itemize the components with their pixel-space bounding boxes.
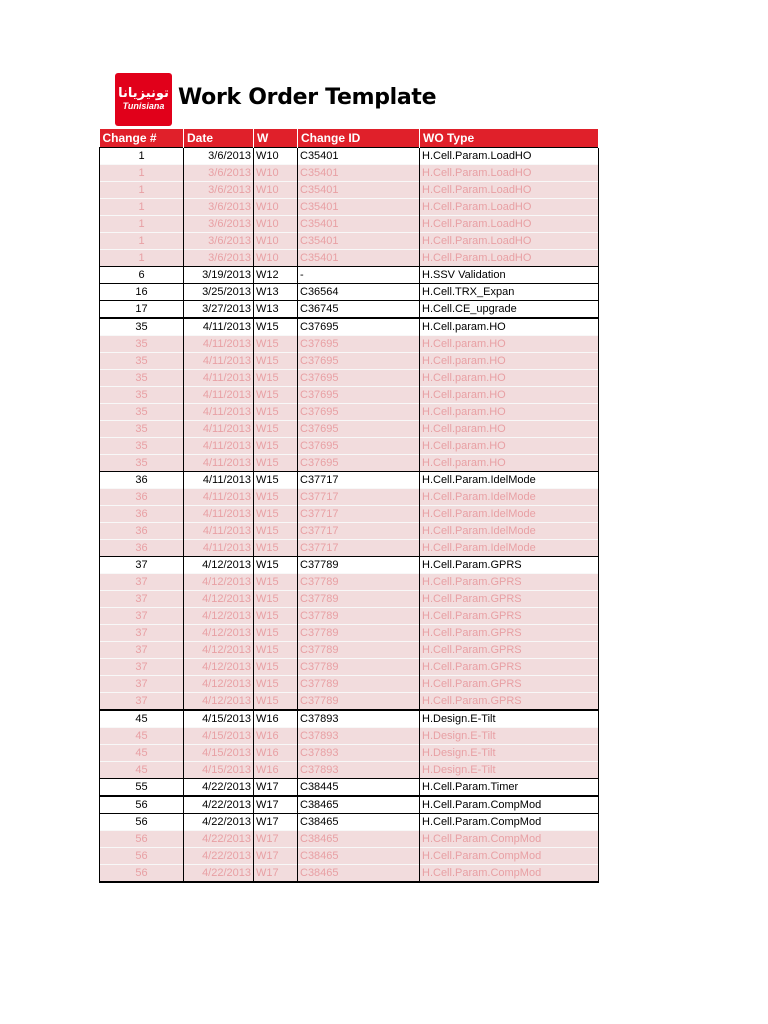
table-row [100, 506, 599, 523]
date-cell[interactable]: 4/12/2013 [184, 676, 254, 693]
change-number-cell[interactable]: 1 [100, 250, 184, 267]
table-row [100, 387, 599, 404]
change-number-cell[interactable]: 37 [100, 591, 184, 608]
table-row [100, 796, 599, 814]
change-number-cell[interactable]: 1 [100, 148, 184, 165]
change-id-cell[interactable]: C37695 [298, 438, 420, 455]
table-row [100, 216, 599, 233]
wo-type-cell[interactable]: H.Cell.param.HO [420, 438, 599, 455]
table-row [100, 353, 599, 370]
table-row [100, 557, 599, 574]
date-cell[interactable]: 4/11/2013 [184, 387, 254, 404]
logo-arabic-text: تونيزيانا [118, 86, 169, 101]
date-cell[interactable]: 4/22/2013 [184, 865, 254, 883]
date-cell[interactable]: 3/6/2013 [184, 165, 254, 182]
date-cell[interactable]: 4/11/2013 [184, 438, 254, 455]
page-title: Work Order Template [178, 85, 437, 110]
wo-type-cell[interactable]: H.Cell.Param.LoadHO [420, 148, 599, 165]
change-id-cell[interactable]: C37789 [298, 557, 420, 574]
table-row [100, 676, 599, 693]
week-cell[interactable]: W15 [254, 676, 298, 693]
change-id-cell[interactable]: C37695 [298, 336, 420, 353]
change-id-cell[interactable]: C37789 [298, 642, 420, 659]
wo-type-cell[interactable]: H.Cell.Param.LoadHO [420, 182, 599, 199]
change-id-cell[interactable]: C35401 [298, 250, 420, 267]
week-cell[interactable]: W15 [254, 625, 298, 642]
date-cell[interactable]: 4/12/2013 [184, 608, 254, 625]
week-cell[interactable]: W15 [254, 336, 298, 353]
change-id-cell[interactable]: C35401 [298, 233, 420, 250]
column-header-date[interactable]: Date [184, 129, 254, 148]
week-cell[interactable]: W17 [254, 848, 298, 865]
change-id-cell[interactable]: C37695 [298, 455, 420, 472]
table-row [100, 608, 599, 625]
table-row [100, 438, 599, 455]
date-cell[interactable]: 4/12/2013 [184, 557, 254, 574]
date-cell[interactable]: 4/11/2013 [184, 336, 254, 353]
table-row [100, 489, 599, 506]
change-id-cell[interactable]: C37695 [298, 370, 420, 387]
table-row [100, 199, 599, 216]
change-id-cell[interactable]: - [298, 267, 420, 284]
wo-type-cell[interactable]: H.Cell.Param.GPRS [420, 591, 599, 608]
table-row [100, 421, 599, 438]
date-cell[interactable]: 3/6/2013 [184, 199, 254, 216]
change-id-cell[interactable]: C37695 [298, 353, 420, 370]
week-cell[interactable]: W15 [254, 438, 298, 455]
date-cell[interactable]: 4/22/2013 [184, 848, 254, 865]
change-number-cell[interactable]: 37 [100, 574, 184, 591]
wo-type-cell[interactable]: H.Cell.CE_upgrade [420, 301, 599, 319]
change-id-cell[interactable]: C37695 [298, 421, 420, 438]
change-number-cell[interactable]: 45 [100, 745, 184, 762]
wo-type-cell[interactable]: H.Design.E-Tilt [420, 745, 599, 762]
change-id-cell[interactable]: C37893 [298, 728, 420, 745]
column-header-change-number[interactable]: Change # [100, 129, 184, 148]
week-cell[interactable]: W15 [254, 659, 298, 676]
work-order-table [99, 129, 599, 883]
change-number-cell[interactable]: 1 [100, 165, 184, 182]
wo-type-cell[interactable]: H.Cell.Param.IdelMode [420, 472, 599, 489]
date-cell[interactable]: 4/15/2013 [184, 762, 254, 779]
table-row [100, 574, 599, 591]
change-id-cell[interactable]: C35401 [298, 165, 420, 182]
change-number-cell[interactable]: 37 [100, 557, 184, 574]
table-row [100, 523, 599, 540]
week-cell[interactable]: W15 [254, 387, 298, 404]
date-cell[interactable]: 4/12/2013 [184, 659, 254, 676]
change-number-cell[interactable]: 56 [100, 865, 184, 883]
change-number-cell[interactable]: 56 [100, 796, 184, 814]
change-id-cell[interactable]: C37717 [298, 472, 420, 489]
change-id-cell[interactable]: C38465 [298, 814, 420, 831]
table-row [100, 318, 599, 336]
change-id-cell[interactable]: C37717 [298, 506, 420, 523]
date-cell[interactable]: 3/6/2013 [184, 250, 254, 267]
week-cell[interactable]: W15 [254, 506, 298, 523]
change-number-cell[interactable]: 45 [100, 710, 184, 728]
week-cell[interactable]: W15 [254, 455, 298, 472]
change-id-cell[interactable]: C38465 [298, 796, 420, 814]
change-id-cell[interactable]: C37789 [298, 693, 420, 711]
wo-type-cell[interactable]: H.Cell.param.HO [420, 387, 599, 404]
date-cell[interactable]: 4/22/2013 [184, 814, 254, 831]
wo-type-cell[interactable]: H.Cell.Param.CompMod [420, 865, 599, 883]
wo-type-cell[interactable]: H.Cell.Param.GPRS [420, 642, 599, 659]
change-number-cell[interactable]: 6 [100, 267, 184, 284]
table-row [100, 728, 599, 745]
column-header-change-id[interactable]: Change ID [298, 129, 420, 148]
change-id-cell[interactable]: C37893 [298, 762, 420, 779]
table-row [100, 659, 599, 676]
change-id-cell[interactable]: C37789 [298, 608, 420, 625]
week-cell[interactable]: W10 [254, 148, 298, 165]
wo-type-cell[interactable]: H.Cell.Param.Timer [420, 779, 599, 797]
change-id-cell[interactable]: C37695 [298, 404, 420, 421]
week-cell[interactable]: W13 [254, 301, 298, 319]
week-cell[interactable]: W15 [254, 489, 298, 506]
week-cell[interactable]: W16 [254, 745, 298, 762]
change-id-cell[interactable]: C36745 [298, 301, 420, 319]
date-cell[interactable]: 3/6/2013 [184, 182, 254, 199]
date-cell[interactable]: 3/25/2013 [184, 284, 254, 301]
wo-type-cell[interactable]: H.Cell.Param.GPRS [420, 557, 599, 574]
date-cell[interactable]: 4/11/2013 [184, 421, 254, 438]
change-number-cell[interactable]: 35 [100, 370, 184, 387]
wo-type-cell[interactable]: H.Cell.Param.LoadHO [420, 199, 599, 216]
wo-type-cell[interactable]: H.Cell.param.HO [420, 318, 599, 336]
change-id-cell[interactable]: C37893 [298, 745, 420, 762]
change-number-cell[interactable]: 37 [100, 693, 184, 711]
week-cell[interactable]: W17 [254, 779, 298, 797]
table-row [100, 848, 599, 865]
table-row [100, 865, 599, 883]
week-cell[interactable]: W16 [254, 728, 298, 745]
change-number-cell[interactable]: 35 [100, 404, 184, 421]
table-row [100, 148, 599, 165]
week-cell[interactable]: W15 [254, 523, 298, 540]
change-id-cell[interactable]: C37893 [298, 710, 420, 728]
date-cell[interactable]: 3/19/2013 [184, 267, 254, 284]
week-cell[interactable]: W17 [254, 796, 298, 814]
wo-type-cell[interactable]: H.Cell.param.HO [420, 370, 599, 387]
date-cell[interactable]: 4/11/2013 [184, 353, 254, 370]
wo-type-cell[interactable]: H.Cell.Param.LoadHO [420, 165, 599, 182]
date-cell[interactable]: 4/22/2013 [184, 779, 254, 797]
change-number-cell[interactable]: 35 [100, 318, 184, 336]
week-cell[interactable]: W17 [254, 865, 298, 883]
wo-type-cell[interactable]: H.Design.E-Tilt [420, 710, 599, 728]
week-cell[interactable]: W10 [254, 233, 298, 250]
date-cell[interactable]: 4/11/2013 [184, 404, 254, 421]
wo-type-cell[interactable]: H.Cell.Param.GPRS [420, 608, 599, 625]
table-row [100, 455, 599, 472]
wo-type-cell[interactable]: H.Cell.Param.LoadHO [420, 233, 599, 250]
date-cell[interactable]: 4/11/2013 [184, 489, 254, 506]
table-row [100, 693, 599, 711]
week-cell[interactable]: W15 [254, 353, 298, 370]
table-row [100, 284, 599, 301]
column-header-wo-type[interactable]: WO Type [420, 129, 599, 148]
date-cell[interactable]: 3/27/2013 [184, 301, 254, 319]
table-row [100, 642, 599, 659]
table-row [100, 472, 599, 489]
wo-type-cell[interactable]: H.Cell.Param.IdelMode [420, 506, 599, 523]
change-id-cell[interactable]: C35401 [298, 148, 420, 165]
table-row [100, 745, 599, 762]
change-number-cell[interactable]: 36 [100, 489, 184, 506]
change-id-cell[interactable]: C37789 [298, 574, 420, 591]
wo-type-cell[interactable]: H.Cell.Param.GPRS [420, 693, 599, 711]
wo-type-cell[interactable]: H.Cell.param.HO [420, 404, 599, 421]
wo-type-cell[interactable]: H.Cell.Param.GPRS [420, 676, 599, 693]
week-cell[interactable]: W16 [254, 762, 298, 779]
change-id-cell[interactable]: C38465 [298, 848, 420, 865]
change-number-cell[interactable]: 37 [100, 676, 184, 693]
wo-type-cell[interactable]: H.Cell.param.HO [420, 455, 599, 472]
week-cell[interactable]: W16 [254, 710, 298, 728]
table-row [100, 165, 599, 182]
week-cell[interactable]: W15 [254, 608, 298, 625]
date-cell[interactable]: 4/15/2013 [184, 710, 254, 728]
wo-type-cell[interactable]: H.Cell.Param.CompMod [420, 814, 599, 831]
week-cell[interactable]: W15 [254, 557, 298, 574]
change-number-cell[interactable]: 1 [100, 199, 184, 216]
logo-latin-text: Tunisiana [122, 101, 165, 111]
date-cell[interactable]: 4/12/2013 [184, 693, 254, 711]
wo-type-cell[interactable]: H.Cell.param.HO [420, 336, 599, 353]
table-row [100, 336, 599, 353]
change-number-cell[interactable]: 36 [100, 506, 184, 523]
change-number-cell[interactable]: 37 [100, 659, 184, 676]
week-cell[interactable]: W15 [254, 421, 298, 438]
date-cell[interactable]: 3/6/2013 [184, 216, 254, 233]
column-header-week[interactable]: W [254, 129, 298, 148]
week-cell[interactable]: W15 [254, 574, 298, 591]
wo-type-cell[interactable]: H.Cell.TRX_Expan [420, 284, 599, 301]
change-number-cell[interactable]: 45 [100, 728, 184, 745]
week-cell[interactable]: W10 [254, 216, 298, 233]
change-number-cell[interactable]: 56 [100, 831, 184, 848]
change-number-cell[interactable]: 1 [100, 182, 184, 199]
table-row [100, 370, 599, 387]
tunisiana-logo [115, 73, 172, 126]
week-cell[interactable]: W15 [254, 472, 298, 489]
change-id-cell[interactable]: C38465 [298, 831, 420, 848]
wo-type-cell[interactable]: H.Cell.param.HO [420, 353, 599, 370]
change-number-cell[interactable]: 37 [100, 642, 184, 659]
date-cell[interactable]: 4/11/2013 [184, 472, 254, 489]
wo-type-cell[interactable]: H.Design.E-Tilt [420, 728, 599, 745]
change-id-cell[interactable]: C35401 [298, 182, 420, 199]
change-id-cell[interactable]: C35401 [298, 216, 420, 233]
change-id-cell[interactable]: C35401 [298, 199, 420, 216]
wo-type-cell[interactable]: H.Cell.Param.CompMod [420, 831, 599, 848]
table-row [100, 250, 599, 267]
wo-type-cell[interactable]: H.Cell.Param.GPRS [420, 574, 599, 591]
table-row [100, 540, 599, 557]
week-cell[interactable]: W15 [254, 404, 298, 421]
week-cell[interactable]: W15 [254, 693, 298, 711]
week-cell[interactable]: W15 [254, 591, 298, 608]
week-cell[interactable]: W15 [254, 370, 298, 387]
change-number-cell[interactable]: 37 [100, 625, 184, 642]
change-number-cell[interactable]: 56 [100, 814, 184, 831]
week-cell[interactable]: W10 [254, 199, 298, 216]
date-cell[interactable]: 4/22/2013 [184, 796, 254, 814]
wo-type-cell[interactable]: H.Design.E-Tilt [420, 762, 599, 779]
week-cell[interactable]: W12 [254, 267, 298, 284]
week-cell[interactable]: W17 [254, 831, 298, 848]
table-row [100, 762, 599, 779]
change-id-cell[interactable]: C37789 [298, 625, 420, 642]
wo-type-cell[interactable]: H.Cell.Param.LoadHO [420, 216, 599, 233]
change-number-cell[interactable]: 17 [100, 301, 184, 319]
wo-type-cell[interactable]: H.Cell.Param.GPRS [420, 625, 599, 642]
date-cell[interactable]: 4/12/2013 [184, 574, 254, 591]
change-id-cell[interactable]: C37717 [298, 540, 420, 557]
change-id-cell[interactable]: C37789 [298, 659, 420, 676]
wo-type-cell[interactable]: H.Cell.Param.LoadHO [420, 250, 599, 267]
change-number-cell[interactable]: 35 [100, 421, 184, 438]
table-row [100, 267, 599, 284]
change-number-cell[interactable]: 16 [100, 284, 184, 301]
change-id-cell[interactable]: C37789 [298, 676, 420, 693]
week-cell[interactable]: W15 [254, 540, 298, 557]
change-number-cell[interactable]: 35 [100, 353, 184, 370]
change-id-cell[interactable]: C38445 [298, 779, 420, 797]
wo-type-cell[interactable]: H.Cell.Param.CompMod [420, 796, 599, 814]
table-row [100, 182, 599, 199]
change-id-cell[interactable]: C37695 [298, 387, 420, 404]
table-row [100, 814, 599, 831]
change-number-cell[interactable]: 1 [100, 216, 184, 233]
week-cell[interactable]: W15 [254, 318, 298, 336]
change-number-cell[interactable]: 56 [100, 848, 184, 865]
change-number-cell[interactable]: 36 [100, 540, 184, 557]
date-cell[interactable]: 4/15/2013 [184, 728, 254, 745]
date-cell[interactable]: 3/6/2013 [184, 148, 254, 165]
date-cell[interactable]: 4/11/2013 [184, 455, 254, 472]
date-cell[interactable]: 3/6/2013 [184, 233, 254, 250]
table-row [100, 404, 599, 421]
change-number-cell[interactable]: 36 [100, 523, 184, 540]
table-header-row [100, 129, 599, 148]
date-cell[interactable]: 4/11/2013 [184, 523, 254, 540]
change-id-cell[interactable]: C38465 [298, 865, 420, 883]
table-row [100, 233, 599, 250]
change-number-cell[interactable]: 37 [100, 608, 184, 625]
week-cell[interactable]: W13 [254, 284, 298, 301]
date-cell[interactable]: 4/15/2013 [184, 745, 254, 762]
date-cell[interactable]: 4/22/2013 [184, 831, 254, 848]
week-cell[interactable]: W10 [254, 250, 298, 267]
wo-type-cell[interactable]: H.Cell.Param.IdelMode [420, 523, 599, 540]
wo-type-cell[interactable]: H.Cell.Param.CompMod [420, 848, 599, 865]
wo-type-cell[interactable]: H.Cell.param.HO [420, 421, 599, 438]
change-number-cell[interactable]: 35 [100, 455, 184, 472]
date-cell[interactable]: 4/12/2013 [184, 591, 254, 608]
week-cell[interactable]: W10 [254, 182, 298, 199]
change-number-cell[interactable]: 35 [100, 438, 184, 455]
change-number-cell[interactable]: 35 [100, 336, 184, 353]
table-row [100, 779, 599, 797]
date-cell[interactable]: 4/12/2013 [184, 642, 254, 659]
date-cell[interactable]: 4/12/2013 [184, 625, 254, 642]
date-cell[interactable]: 4/11/2013 [184, 370, 254, 387]
date-cell[interactable]: 4/11/2013 [184, 318, 254, 336]
change-number-cell[interactable]: 1 [100, 233, 184, 250]
change-id-cell[interactable]: C37717 [298, 489, 420, 506]
table-row [100, 831, 599, 848]
date-cell[interactable]: 4/11/2013 [184, 506, 254, 523]
wo-type-cell[interactable]: H.SSV Validation [420, 267, 599, 284]
table-row [100, 301, 599, 319]
table-row [100, 625, 599, 642]
change-number-cell[interactable]: 36 [100, 472, 184, 489]
change-id-cell[interactable]: C37695 [298, 318, 420, 336]
table-row [100, 591, 599, 608]
change-number-cell[interactable]: 45 [100, 762, 184, 779]
wo-type-cell[interactable]: H.Cell.Param.GPRS [420, 659, 599, 676]
change-id-cell[interactable]: C36564 [298, 284, 420, 301]
wo-type-cell[interactable]: H.Cell.Param.IdelMode [420, 540, 599, 557]
change-id-cell[interactable]: C37789 [298, 591, 420, 608]
week-cell[interactable]: W15 [254, 642, 298, 659]
change-id-cell[interactable]: C37717 [298, 523, 420, 540]
table-row [100, 710, 599, 728]
week-cell[interactable]: W17 [254, 814, 298, 831]
date-cell[interactable]: 4/11/2013 [184, 540, 254, 557]
week-cell[interactable]: W10 [254, 165, 298, 182]
change-number-cell[interactable]: 55 [100, 779, 184, 797]
wo-type-cell[interactable]: H.Cell.Param.IdelMode [420, 489, 599, 506]
change-number-cell[interactable]: 35 [100, 387, 184, 404]
